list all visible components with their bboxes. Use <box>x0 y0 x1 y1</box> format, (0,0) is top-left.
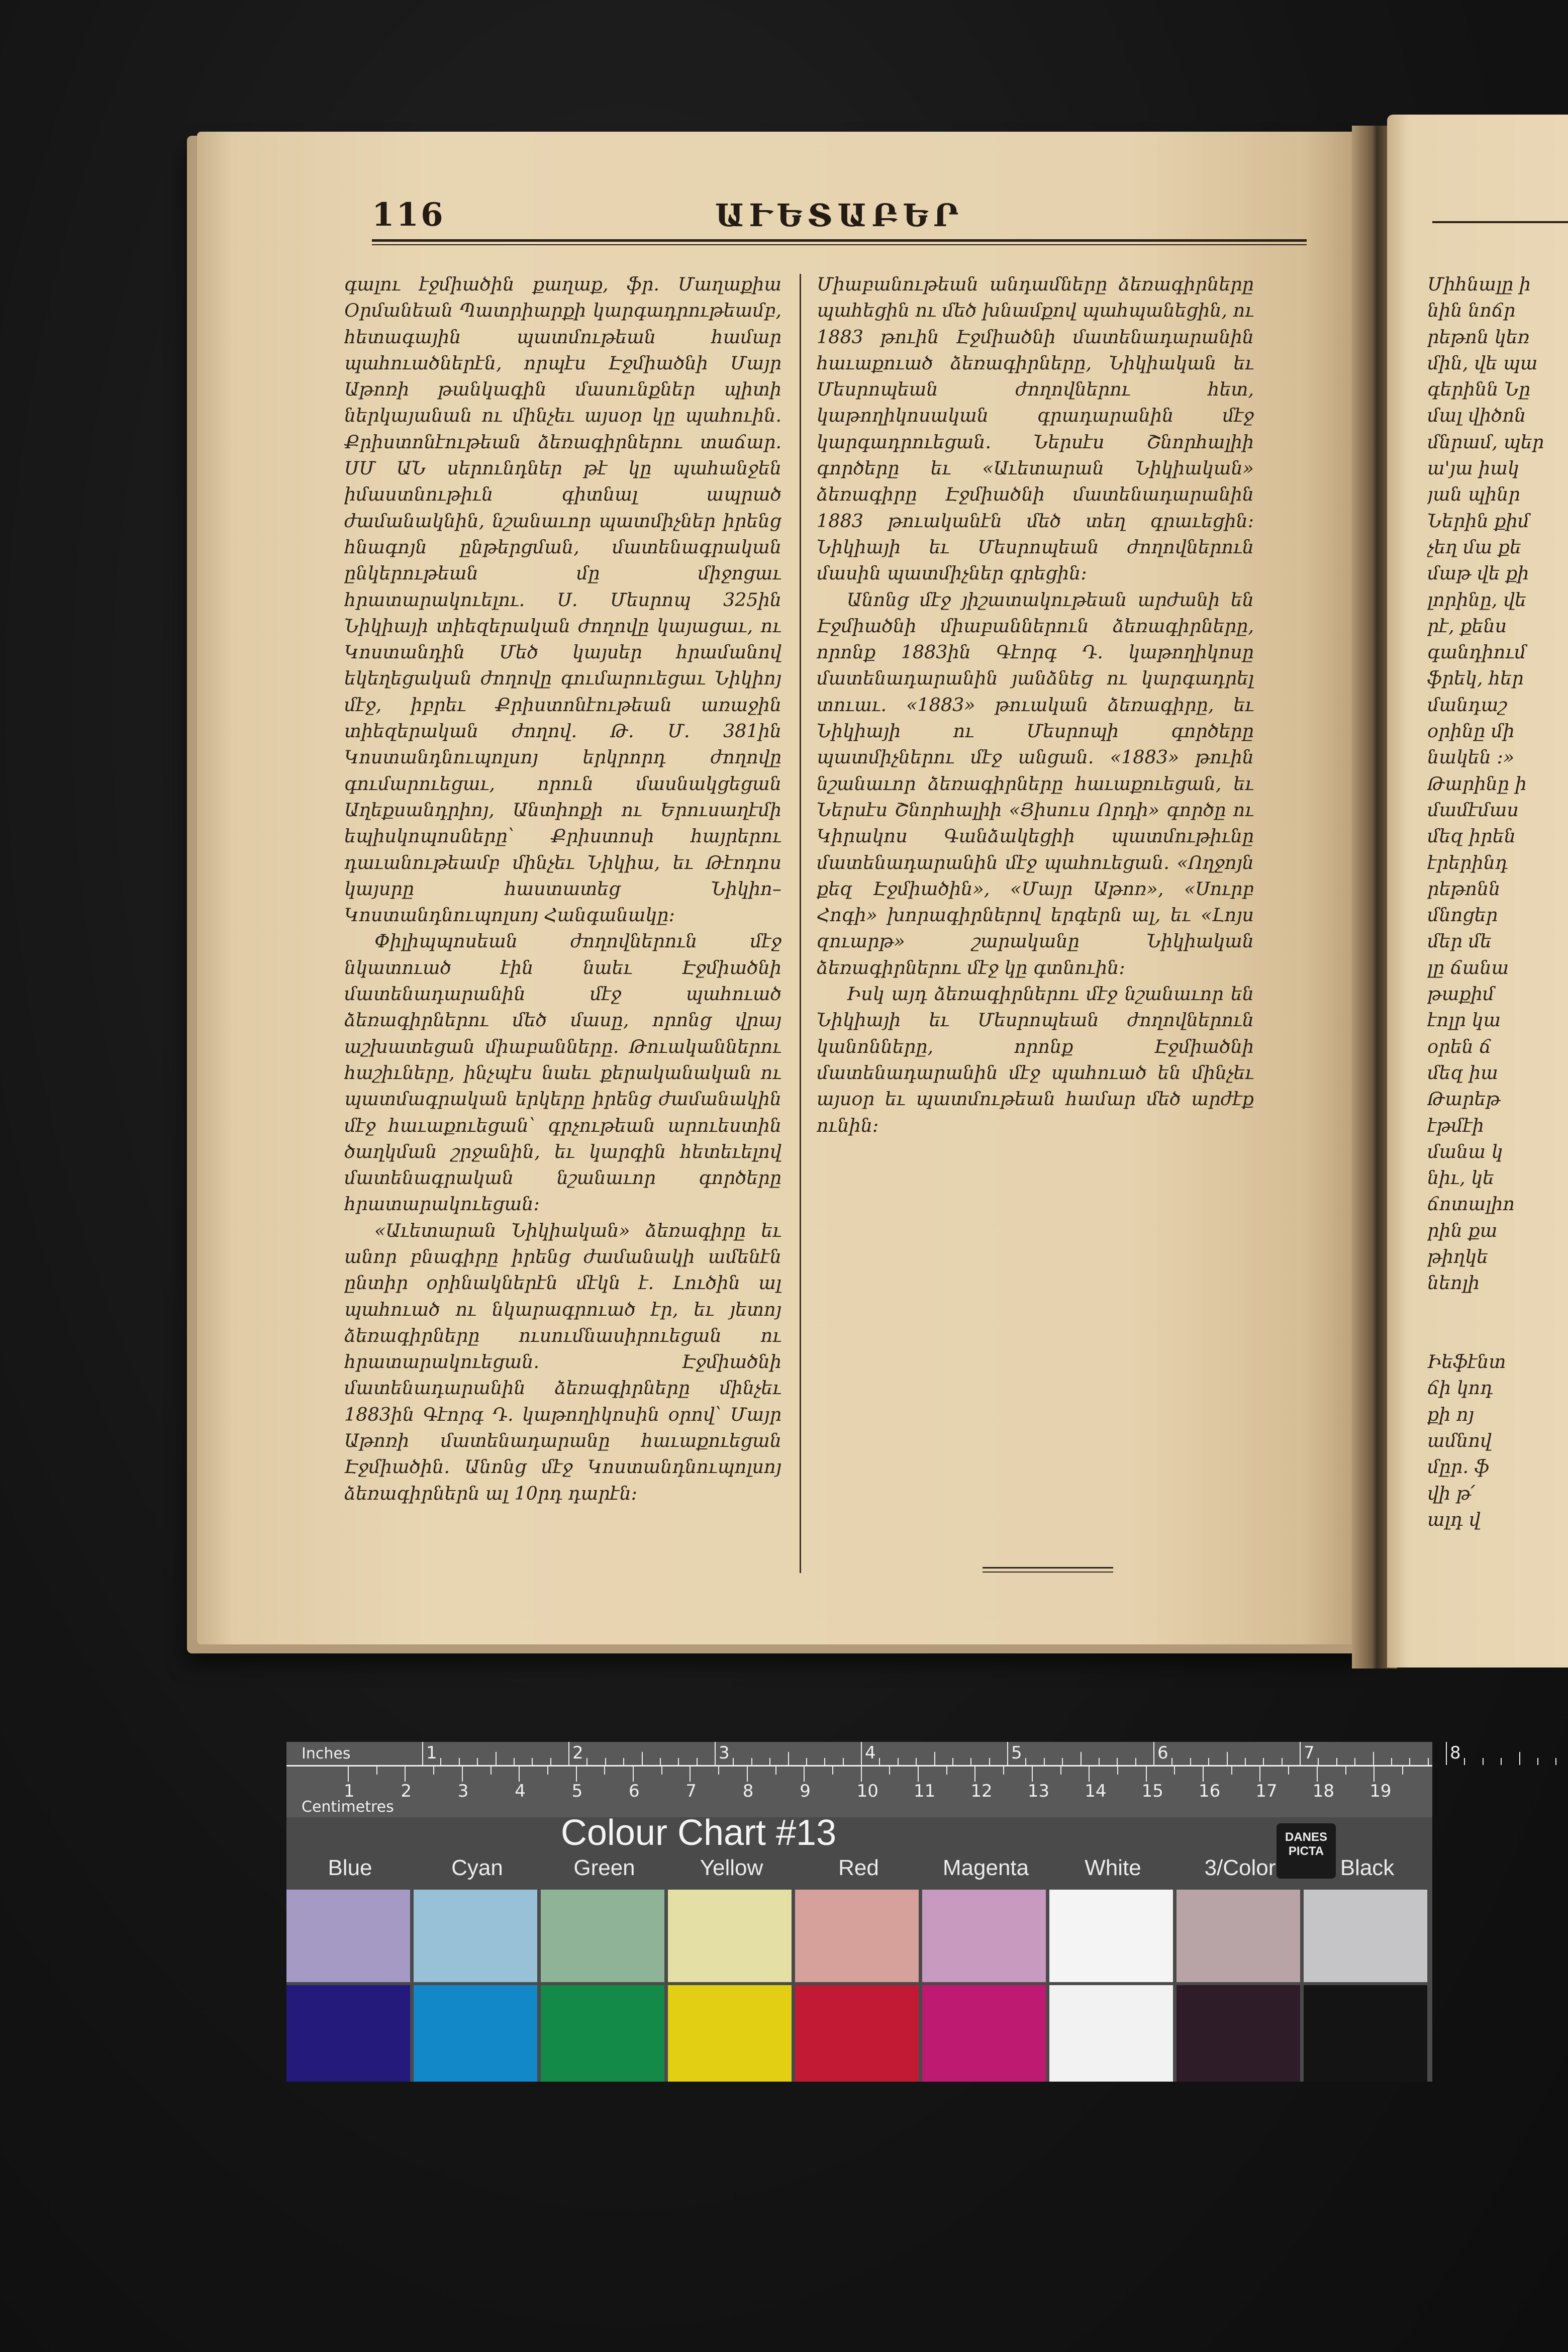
colour-swatch-light <box>286 1890 410 1982</box>
inch-subtick <box>1263 1758 1264 1765</box>
cm-tick <box>804 1767 805 1782</box>
facing-page-line: գանդիում <box>1427 641 1526 663</box>
inch-number: 5 <box>1011 1743 1022 1763</box>
facing-page-line: ալդ վ <box>1427 1508 1481 1530</box>
inch-subtick <box>1044 1758 1045 1765</box>
inch-subtick <box>477 1758 478 1765</box>
inch-subtick <box>989 1758 990 1765</box>
inch-tick <box>1446 1742 1447 1765</box>
inch-subtick <box>642 1752 643 1765</box>
colour-swatch-light <box>1177 1890 1300 1982</box>
inch-tick <box>1300 1742 1301 1765</box>
cm-subtick <box>775 1767 776 1775</box>
inch-subtick <box>623 1758 624 1765</box>
inch-subtick <box>824 1758 825 1765</box>
facing-page-line: մանա կ <box>1427 1140 1503 1162</box>
inch-number: 1 <box>426 1743 437 1763</box>
inch-subtick <box>1135 1758 1136 1765</box>
inch-subtick <box>769 1758 770 1765</box>
cm-number: 15 <box>1141 1781 1163 1801</box>
inch-tick <box>568 1742 569 1765</box>
inch-subtick <box>1117 1758 1118 1765</box>
colour-swatches <box>286 1890 1432 2082</box>
cm-number: 3 <box>457 1781 469 1801</box>
cm-number: 13 <box>1027 1781 1050 1801</box>
facing-page-line: ամնով <box>1427 1430 1492 1452</box>
inch-subtick <box>1483 1758 1484 1765</box>
colour-label: Blue <box>328 1855 372 1880</box>
colour-swatch-light <box>414 1890 537 1982</box>
ruler <box>286 1742 1461 1817</box>
inch-tick <box>422 1742 423 1765</box>
inch-subtick <box>806 1758 807 1765</box>
inch-subtick <box>1428 1758 1429 1765</box>
inch-subtick <box>1354 1758 1355 1765</box>
cm-tick <box>1374 1767 1375 1782</box>
paragraph: «Աւետարան Նիկիական» ձեռագիրը եւ անոր բնագիրը իրենց ժամանակի ամենէն ընտիր օրինակներէն մէկն է. Լուծին ալ պահուած ու նկարագրուած էր, եւ յետոյ ձեռագիրները ուսումնասիրուեցան ու հրատարակուեցան. Էջմիածնի մատենադարանին ձեռագիրները մինչեւ 1883ին Գէորգ Դ. կաթողիկոսին օրով՝ Մայր Աթոռի մատենադարանը հաւաքուեցան Էջմիածին. Անոնց մէջ Կոստանդնուպոլսոյ ձեռագիրներն ալ 10րդ դարէն: <box>344 1219 781 1504</box>
facing-page-line <box>1427 1323 1568 1349</box>
facing-page-line: նին նոճր <box>1427 300 1522 322</box>
inch-number: 4 <box>865 1743 876 1763</box>
inch-subtick <box>934 1752 935 1765</box>
facing-page-line: մին, վե պա <box>1427 352 1538 374</box>
inch-subtick <box>1282 1758 1283 1765</box>
inch-subtick <box>1099 1758 1100 1765</box>
cm-subtick <box>1231 1767 1232 1775</box>
facing-page-line: մնոցեր <box>1427 904 1498 926</box>
paragraph: Փիլիպպոսեան ժողովներուն մէջ նկատուած էին նաեւ Էջմիածնի մատենադարանին մէջ պահուած ձեռագիրներու մեծ մասը, որոնց վրայ աշխատեցան միաբանները. Թուականներու հաշիւները, ինչպէս նաեւ քերականական ու պատմագրական երկերը իրենց ժամանակին մէջ հաւաքուեցան՝ գրչութեան արուեստին ծաղկման շրջանին, եւ կարգին հետեւելով մատենագրական նշանաւոր գործերը հրատարակուեցան: <box>344 930 781 1215</box>
facing-page-line: մեր մե <box>1427 930 1492 952</box>
colour-swatch-dark <box>414 1985 537 2082</box>
cm-number: 18 <box>1312 1781 1335 1801</box>
left-text-column <box>344 271 781 1563</box>
colour-label: White <box>1085 1855 1141 1880</box>
inch-subtick <box>1190 1758 1191 1765</box>
facing-page-line: Թարինը ի <box>1427 772 1527 795</box>
inches-label: Inches <box>302 1745 351 1762</box>
right-text-column <box>817 271 1254 1563</box>
inch-subtick <box>1409 1758 1410 1765</box>
cm-tick <box>861 1767 862 1782</box>
cm-number: 19 <box>1369 1781 1392 1801</box>
inch-subtick <box>1373 1752 1374 1765</box>
inch-subtick <box>1555 1758 1556 1765</box>
facing-page-line: Ներին քիմ <box>1427 510 1530 532</box>
inch-subtick <box>550 1758 551 1765</box>
facing-page-line: ճի կոդ <box>1427 1377 1493 1399</box>
inch-subtick <box>1062 1758 1063 1765</box>
facing-page-line: քի ոյ <box>1427 1403 1474 1425</box>
colour-label: Red <box>838 1855 879 1880</box>
inch-tick <box>1007 1742 1008 1765</box>
facing-page-line: Իեֆէնտ <box>1427 1351 1506 1373</box>
cm-number: 1 <box>344 1781 355 1801</box>
facing-page-line: մաթ վե քի <box>1427 562 1529 584</box>
inch-subtick <box>733 1758 734 1765</box>
facing-page-line: օրինը մի <box>1427 720 1515 742</box>
colour-swatch-dark <box>668 1985 792 2082</box>
inch-tick <box>861 1742 862 1765</box>
cm-number: 7 <box>685 1781 697 1801</box>
header-rule-thin <box>372 244 1307 245</box>
facing-page-line: էրերինդ <box>1427 851 1508 873</box>
inch-subtick <box>1081 1752 1082 1765</box>
inch-subtick <box>1318 1758 1319 1765</box>
paragraph: գալու էջմիածին քաղաք, ֆր. Մաղաքիա Օրմանեան Պատրիարքի կարգադրութեամբ, հետագային պատմութեան համար պահուածներէն, որպէս Էջմիածնի Մայր Աթոռի թանկագին մասունքներ պիտի ներկայանան ու մինչեւ այսօր կը պահուին. Քրիստոնէութեան ձեռագիրներու տաճար. ՍՄ ԱՆ սերունդներ թէ կը պահանջեն իմաստնութիւն գիտնալ ապրած ժամանակնին, նշանաւոր պատմիչներ իրենց հնագոյն ընթերցման, մատենագրական ընկերութեան մը միջոցաւ հրատարակուելու. Ս. Մեսրոպ 325ին Նիկիայի տիեզերական ժողովը կայացաւ, ու Կոստանդին Մեծ կայսեր հրամանով եկեղեցական ժողովը գումարուեցաւ Նիկիոյ մէջ, իբրեւ Քրիստոնէութեան առաջին տիեզերական ժողով. Թ. Մ. 381ին Կոստանդնուպոլսոյ երկրորդ ժողովը գումարուեցաւ, որուն մասնակցեցան Աղեքսանդրիոյ, Անտիոքի ու Երուսաղէմի եպիսկոպոսները՝ Քրիստոսի հայրերու դաւանութեամբ մինչեւ Նիկիա, եւ Թէոդոս կայսրը հաստատեց Նիկիո–Կոստանդնուպոլսոյ Հանգանակը: <box>344 273 781 926</box>
inch-subtick <box>1245 1758 1246 1765</box>
cm-tick <box>690 1767 691 1782</box>
inch-subtick <box>514 1758 515 1765</box>
facing-page-line: լորինը, վե <box>1427 589 1527 611</box>
colour-label: Cyan <box>451 1855 503 1880</box>
colour-swatch-dark <box>541 1985 664 2082</box>
facing-page-line: նեոլի <box>1427 1272 1480 1294</box>
cm-number: 8 <box>742 1781 754 1801</box>
inch-number: 7 <box>1304 1743 1315 1763</box>
inch-subtick <box>916 1758 917 1765</box>
cm-tick <box>1032 1767 1033 1782</box>
inch-subtick <box>586 1758 587 1765</box>
inch-subtick <box>605 1758 606 1765</box>
inch-subtick <box>879 1758 880 1765</box>
facing-page-line: էթմէի <box>1427 1114 1484 1136</box>
colour-swatch-light <box>922 1890 1046 1982</box>
facing-page-line: Թարեթ <box>1427 1088 1501 1110</box>
cm-subtick <box>433 1767 434 1775</box>
cm-subtick <box>1060 1767 1061 1775</box>
facing-page-line: մնրամ, պեր <box>1427 431 1544 453</box>
brand-logo: DANES PICTA <box>1277 1823 1336 1879</box>
cm-tick <box>1089 1767 1090 1782</box>
inch-subtick <box>459 1758 460 1765</box>
facing-page-line: թիղկե <box>1427 1245 1489 1267</box>
facing-page-line: մամէմաս <box>1427 799 1519 821</box>
inch-subtick <box>788 1752 789 1765</box>
inch-subtick <box>751 1758 752 1765</box>
facing-page-line: մեզ իա <box>1427 1061 1498 1084</box>
inch-subtick <box>1336 1758 1337 1765</box>
facing-page-line: րէ, քենս <box>1427 615 1507 637</box>
inch-subtick <box>1171 1758 1172 1765</box>
facing-page-line: րին քա <box>1427 1219 1498 1241</box>
cm-tick <box>576 1767 577 1782</box>
cm-subtick <box>1003 1767 1004 1775</box>
cm-subtick <box>1402 1767 1403 1775</box>
paragraph: Իսկ այդ ձեռագիրներու մէջ նշանաւոր են Նիկիայի եւ Մեսրոպեան ժողովներուն կանոնները, որոնք Էջմիածնի մատենադարանին մէջ պահուած են մինչեւ այսօր եւ պատմութեան համար մեծ արժէք ունին: <box>817 983 1254 1136</box>
chart-title: Colour Chart #13 <box>560 1813 837 1853</box>
facing-page-line: օրեն ճ <box>1427 1035 1492 1057</box>
cm-subtick <box>946 1767 947 1775</box>
cm-number: 9 <box>800 1781 811 1801</box>
cm-number: 5 <box>571 1781 583 1801</box>
cm-subtick <box>661 1767 662 1775</box>
inch-subtick <box>1391 1758 1392 1765</box>
inch-number: 8 <box>1450 1743 1461 1763</box>
cm-number: 2 <box>401 1781 412 1801</box>
inch-subtick <box>660 1758 661 1765</box>
colour-swatch-dark <box>795 1985 919 2082</box>
facing-page-line: էոլր կա <box>1427 1009 1501 1031</box>
inch-subtick <box>1464 1758 1465 1765</box>
colour-label: Black <box>1340 1855 1395 1880</box>
inch-subtick <box>697 1758 698 1765</box>
facing-page-line: րեթոն կեռ <box>1427 326 1530 348</box>
facing-page-line: վի թ՛ <box>1427 1482 1475 1504</box>
paragraph: Միաբանութեան անդամները ձեռագիրները պահեցին ու մեծ խնամքով պահպանեցին, ու 1883 թուին Էջմիածնի մատենադարանին հաւաքուած ձեռագիրները, Նիկիական եւ Մեսրոպեան ժողովներու հետ, կաթողիկոսական գրադարանին մէջ կարգադրուեցան. Ներսէս Շնորհալիի գործերը եւ «Աւետարան Նիկիական» ձեռագիրը Էջմիածնի մատենադարանին 1883 թուականէն մեծ տեղ գրաւեցին: Նիկիայի եւ Մեսրոպեան ժողովներուն մասին պատմիչներ գրեցին: <box>817 273 1254 584</box>
end-rule <box>983 1567 1113 1569</box>
facing-page-line: թաքիմ <box>1427 983 1495 1005</box>
facing-page-line: մըր․ ֆ <box>1427 1456 1490 1478</box>
inch-tick <box>715 1742 716 1765</box>
inch-subtick <box>843 1758 844 1765</box>
header-rule <box>372 239 1307 242</box>
colour-swatch-dark <box>286 1985 410 2082</box>
cm-tick <box>519 1767 520 1782</box>
cm-subtick <box>547 1767 548 1775</box>
cm-tick <box>1146 1767 1147 1782</box>
colour-chart <box>286 1742 1461 2082</box>
facing-page-line: մանդաշ <box>1427 694 1507 716</box>
running-title: ԱՒԵՏԱԲԵՐ <box>715 197 964 234</box>
inch-subtick <box>678 1758 679 1765</box>
page-number: 116 <box>372 196 445 234</box>
facing-page-line: ա'յա իակ <box>1427 457 1519 479</box>
inch-subtick <box>952 1758 953 1765</box>
cm-number: 12 <box>970 1781 993 1801</box>
facing-page-line: Միհնալը ի <box>1427 273 1531 295</box>
facing-page-text <box>1427 271 1568 1578</box>
facing-page-line: չեղ մա քե <box>1427 536 1521 558</box>
facing-page-line: գերինն Նը <box>1427 378 1531 401</box>
cm-number: 11 <box>914 1781 936 1801</box>
cm-tick <box>462 1767 463 1782</box>
colour-label: Green <box>573 1855 635 1880</box>
inch-subtick <box>1025 1758 1026 1765</box>
inch-number: 3 <box>719 1743 730 1763</box>
colour-label: Yellow <box>700 1855 763 1880</box>
cm-number: 16 <box>1199 1781 1221 1801</box>
colour-labels <box>286 1855 1432 1886</box>
facing-page-rule <box>1432 221 1568 223</box>
inch-subtick <box>1227 1752 1228 1765</box>
colour-swatch-dark <box>1049 1985 1173 2082</box>
colour-swatch-dark <box>1177 1985 1300 2082</box>
cm-tick <box>974 1767 975 1782</box>
cm-subtick <box>604 1767 605 1775</box>
cm-tick <box>747 1767 748 1782</box>
page-header <box>372 191 1307 246</box>
cm-number: 4 <box>515 1781 526 1801</box>
facing-page-line: յան պինր <box>1427 483 1520 506</box>
inch-subtick <box>1501 1758 1502 1765</box>
cm-tick <box>348 1767 349 1782</box>
paragraph: Անոնց մէջ յիշատակութեան արժանի են Էջմիածնի միաբաններուն ձեռագիրները, որոնք 1883ին Գէորգ Դ. կաթողիկոսը մատենադարանին յանձնեց ու կարգադրել տուաւ. «1883» թուական ձեռագիրը, եւ Նիկիայի ու Մեսրոպի գործերը պատմիչներու մէջ անցան. «1883» թուին նշանաւոր ձեռագիրները հաւաքուեցան, եւ Ներսէս Շնորհալիի «Յիսուս Որդի» գործը ու Կիրակոս Գանձակեցիի պատմութիւնը մատենադարանին մէջ պահուեցան. «Ողջոյն քեզ Էջմիածին», «Մայր Աթոռ», «Սուրբ Հոգի» խորագիրներով երգերն ալ, եւ «Լոյս զուարթ» շարականը Նիկիական ձեռագիրներու մէջ կը գտնուին: <box>817 589 1254 978</box>
facing-page-line: նակեն ։» <box>1427 746 1520 768</box>
cm-number: 14 <box>1085 1781 1107 1801</box>
inch-number: 2 <box>572 1743 583 1763</box>
cm-tick <box>918 1767 919 1782</box>
colour-label: 3/Color <box>1204 1855 1276 1880</box>
facing-page-line: ճոտալիո <box>1427 1193 1515 1215</box>
facing-page-line <box>1427 1297 1568 1323</box>
facing-page-line: ֆրեկ, հեր <box>1427 667 1524 690</box>
inch-subtick <box>1519 1752 1520 1765</box>
inch-number: 6 <box>1157 1743 1168 1763</box>
colour-swatch-light <box>1049 1890 1173 1982</box>
cm-number: 6 <box>629 1781 640 1801</box>
facing-page-line: մալ վիծոն <box>1427 405 1526 427</box>
cm-subtick <box>1174 1767 1175 1775</box>
colour-swatch-light <box>541 1890 664 1982</box>
cm-tick <box>1203 1767 1204 1782</box>
cm-number: 17 <box>1255 1781 1278 1801</box>
cm-tick <box>1259 1767 1260 1782</box>
inch-subtick <box>898 1758 899 1765</box>
cm-tick <box>633 1767 634 1782</box>
cm-tick <box>1317 1767 1318 1782</box>
inch-subtick <box>1537 1758 1538 1765</box>
cm-subtick <box>1117 1767 1118 1775</box>
cm-subtick <box>1345 1767 1346 1775</box>
cm-subtick <box>718 1767 719 1775</box>
facing-page-line: րեթոնն <box>1427 877 1501 900</box>
colour-swatch-light <box>795 1890 919 1982</box>
column-divider <box>800 274 801 1573</box>
cm-subtick <box>889 1767 890 1775</box>
cm-number: 10 <box>856 1781 878 1801</box>
facing-page-line: լը ճանա <box>1427 956 1509 978</box>
centimetres-label: Centimetres <box>302 1798 394 1816</box>
inch-subtick <box>970 1758 971 1765</box>
cm-tick <box>405 1767 406 1782</box>
facing-page-line: նիւ, կե <box>1427 1167 1495 1189</box>
cm-subtick <box>376 1767 377 1775</box>
facing-page-line: մեզ իրեն <box>1427 825 1516 847</box>
inch-subtick <box>440 1758 441 1765</box>
colour-swatch-light <box>668 1890 792 1982</box>
inch-subtick <box>532 1758 533 1765</box>
cm-subtick <box>1288 1767 1289 1775</box>
colour-swatch-light <box>1304 1890 1427 1982</box>
end-rule-thin <box>983 1572 1113 1573</box>
cm-subtick <box>491 1767 492 1775</box>
inch-subtick <box>1208 1758 1209 1765</box>
colour-swatch-dark <box>922 1985 1046 2082</box>
inch-subtick <box>496 1752 497 1765</box>
inch-tick <box>1153 1742 1154 1765</box>
colour-swatch-dark <box>1304 1985 1427 2082</box>
cm-subtick <box>832 1767 833 1775</box>
colour-label: Magenta <box>942 1855 1029 1880</box>
